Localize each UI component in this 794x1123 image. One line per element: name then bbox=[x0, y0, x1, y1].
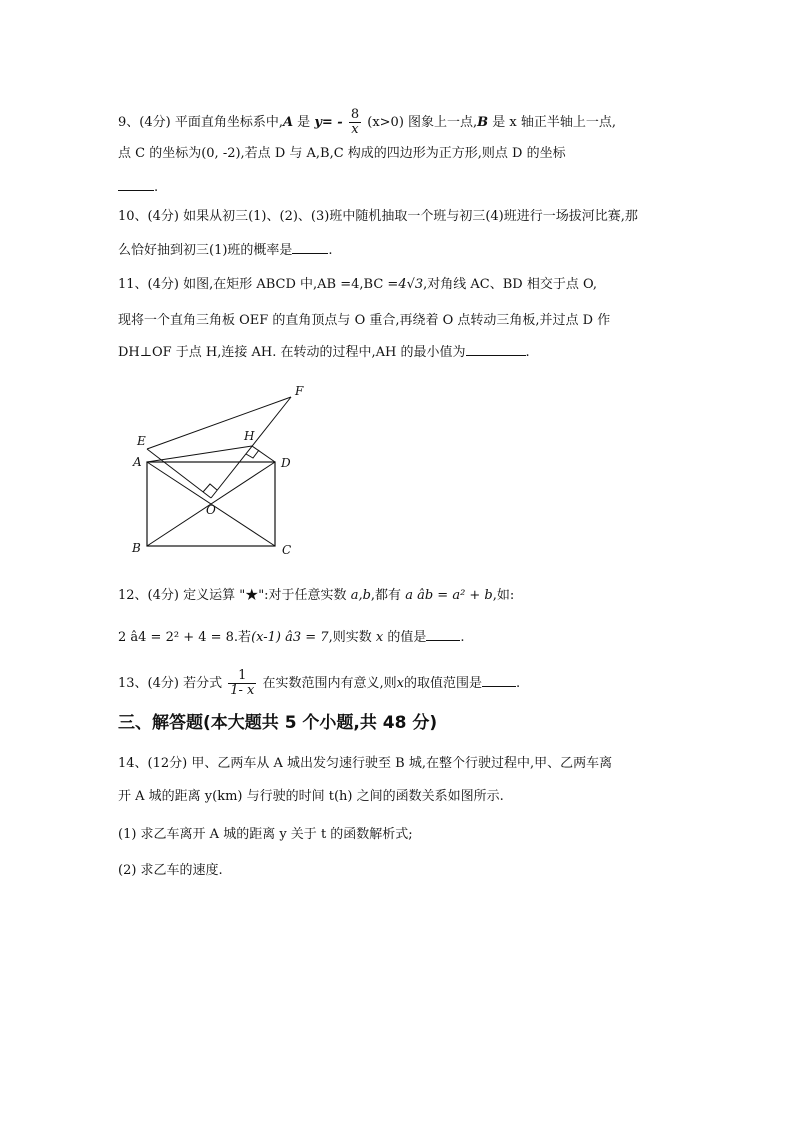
label-B: B bbox=[132, 541, 141, 555]
q12-x: x bbox=[375, 630, 384, 645]
q9-y-equals: y= - bbox=[314, 115, 343, 130]
right-angle-mark-O bbox=[203, 484, 217, 492]
segment-EF bbox=[147, 397, 291, 449]
q9-frac-den: x bbox=[351, 122, 359, 137]
q13-end: . bbox=[516, 676, 521, 691]
q12-text-b: ,都有 bbox=[370, 588, 402, 603]
label-H: H bbox=[244, 429, 255, 443]
q12-text-c: ,如: bbox=[492, 588, 515, 603]
q9-point-B: B bbox=[477, 115, 489, 130]
q9-line1 bbox=[118, 108, 616, 137]
q14-line1: 14、(12分) 甲、乙两车从 A 城出发匀速行驶至 B 城,在整个行驶过程中,甲、乙两车离 bbox=[118, 756, 613, 771]
q9-point-A: A bbox=[282, 115, 294, 130]
q11-line1 bbox=[118, 276, 597, 294]
q13-x: x bbox=[396, 676, 404, 691]
q11-line2: 现将一个直角三角板 OEF 的直角顶点与 O 重合,再绕着 O 点转动三角板,并过点 D 作 bbox=[118, 313, 611, 328]
q12-example: 2 â4 = 2² + 4 = 8.若 bbox=[118, 630, 252, 645]
q13-text-b: 在实数范围内有意义,则 bbox=[262, 676, 397, 691]
q12-answer-blank bbox=[426, 628, 460, 641]
segment-AH bbox=[147, 446, 252, 462]
q13-answer-blank bbox=[482, 674, 516, 687]
q9-condition: (x>0) 图象上一点, bbox=[367, 115, 478, 130]
label-C: C bbox=[282, 543, 292, 557]
q9-is-x: 是 x 轴正半轴上一点, bbox=[488, 115, 617, 130]
q13-text-c: 的取值范围是 bbox=[404, 676, 483, 691]
q14-part2: (2) 求乙车的速度. bbox=[118, 863, 223, 878]
q9-fraction bbox=[349, 108, 361, 137]
q11-sqrt-value: 4√3 bbox=[398, 277, 424, 292]
label-E: E bbox=[137, 434, 146, 448]
q9-line3 bbox=[118, 178, 158, 197]
q9-line2: 点 C 的坐标为(0, -2),若点 D 与 A,B,C 构成的四边形为正方形,则点 D 的坐标 bbox=[118, 146, 566, 161]
q11-answer-blank bbox=[466, 343, 526, 356]
q9-end: . bbox=[154, 180, 159, 195]
q11-text-b: ,对角线 AC、BD 相交于点 O, bbox=[423, 277, 598, 292]
label-F: F bbox=[295, 384, 304, 398]
q12-line2 bbox=[118, 628, 464, 647]
section-heading: 三、解答题(本大题共 5 个小题,共 48 分) bbox=[118, 713, 438, 733]
q12-ab: a,b bbox=[350, 588, 371, 603]
segment-OE bbox=[147, 449, 211, 498]
q10-line1: 10、(4分) 如果从初三(1)、(2)、(3)班中随机抽取一个班与初三(4)班进行一场拔河比赛,那 bbox=[118, 209, 638, 224]
q12-text-a: 12、(4分) 定义运算 "★":对于任意实数 bbox=[118, 588, 347, 603]
q12-definition: a âb = a² + b bbox=[405, 588, 493, 603]
q12-end: . bbox=[460, 630, 465, 645]
rectangle-figure bbox=[128, 380, 308, 560]
q11-text-c: DH⊥OF 于点 H,连接 AH. 在转动的过程中,AH 的最小值为 bbox=[118, 345, 466, 360]
q9-frac-num: 8 bbox=[350, 107, 360, 122]
q13-fraction bbox=[228, 669, 256, 698]
q9-is: 是 bbox=[293, 115, 315, 130]
q10-answer-blank bbox=[292, 241, 328, 254]
q11-text-a: 11、(4分) 如图,在矩形 ABCD 中,AB =4,BC = bbox=[118, 277, 399, 292]
q10-line2 bbox=[118, 241, 333, 260]
q11-end: . bbox=[525, 345, 530, 360]
q10-end: . bbox=[328, 243, 333, 258]
q12-expression: (x-1) â3 = 7 bbox=[251, 630, 329, 645]
q10-text: 么恰好抽到初三(1)班的概率是 bbox=[118, 243, 293, 258]
q14-part1: (1) 求乙车离开 A 城的距离 y 关于 t 的函数解析式; bbox=[118, 827, 413, 842]
q13-text-a: 13、(4分) 若分式 bbox=[118, 676, 223, 691]
label-D: D bbox=[281, 456, 291, 470]
segment-OF bbox=[211, 397, 291, 498]
label-O: O bbox=[206, 503, 216, 517]
q13-line bbox=[118, 669, 520, 698]
q9-answer-blank bbox=[118, 178, 154, 191]
q11-line3 bbox=[118, 343, 530, 362]
q12-text-d: ,则实数 bbox=[328, 630, 372, 645]
q12-line1 bbox=[118, 587, 514, 605]
q12-text-e: 的值是 bbox=[387, 630, 427, 645]
q13-frac-num: 1 bbox=[228, 669, 256, 684]
q13-frac-den: 1- x bbox=[230, 683, 255, 698]
q9-prefix: 9、(4分) 平面直角坐标系中, bbox=[118, 115, 283, 130]
label-A: A bbox=[133, 455, 142, 469]
q14-line2: 开 A 城的距离 y(km) 与行驶的时间 t(h) 之间的函数关系如图所示. bbox=[118, 789, 504, 804]
